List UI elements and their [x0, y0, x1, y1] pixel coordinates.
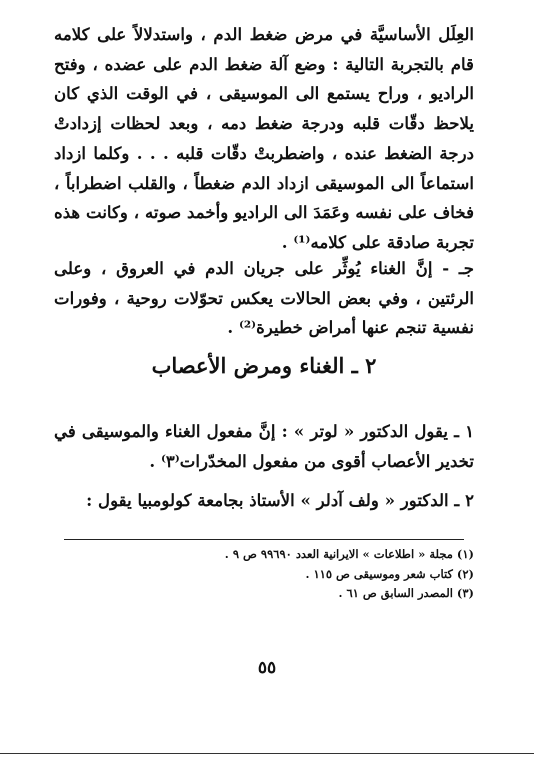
footnote-1: (١) مجلة « اطلاعات » الايرانية العدد ٩٩٦٩٠ ص ٩ .	[224, 547, 474, 561]
section-heading: ٢ ـ الغناء ومرض الأعصاب	[151, 353, 377, 378]
footnote-3: (٣) المصدر السابق ص ٦١ .	[338, 586, 474, 600]
footnote-2: (٢) كتاب شعر وموسيقى ص ١١٥ .	[305, 566, 474, 581]
footnotes	[54, 545, 474, 604]
body-paragraph-3: ١ ـ يقول الدكتور « لوتر » : إنَّ مفعول الغناء والموسيقى في تخدير الأعصاب أقوى من مفعول المخدّرات⁽٣⁾ .	[54, 421, 474, 471]
page-bottom-edge	[0, 753, 534, 754]
body-paragraph-1: العِلَل الأساسيَّة في مرض ضغط الدم ، واستدلالاً على كلامه قام بالتجربة التالية : وضع آلة ضغط الدم على عضده ، وفتح الراديو ، وراح يستمع الى الموسيقى ، في الوقت الذي كان يلاحظ دقّات قلبه ودرجة ضغط دمه ، وبعد لحظات إزدادتْ درجة الضغط عنده ، واضطربتْ دقّات قلبه . . . وكلما ازداد استماعاً الى الموسيقى ازداد الدم ضغطاً ، والقلب اضطراباً ، فخاف على نفسه وعَمَدَ الى الراديو وأخمد صوته ، وكانت هذه تجربة صادقة على كلامه⁽¹⁾ .	[54, 24, 474, 252]
body-paragraph-4: ٢ ـ الدكتور « ولف آدلر » الأستاذ بجامعة كولومبيا يقول :	[86, 490, 474, 510]
body-paragraph-2: جـ - إنَّ الغناء يُوثِّر على جريان الدم في العروق ، وعلى الرئتين ، وفي بعض الحالات يعكس تحوّلات روحية ، وفورات نفسية تنجم عنها أمراض خطيرة⁽²⁾ .	[54, 258, 474, 338]
page-number: ٥٥	[257, 658, 277, 678]
footnote-divider	[64, 539, 464, 540]
